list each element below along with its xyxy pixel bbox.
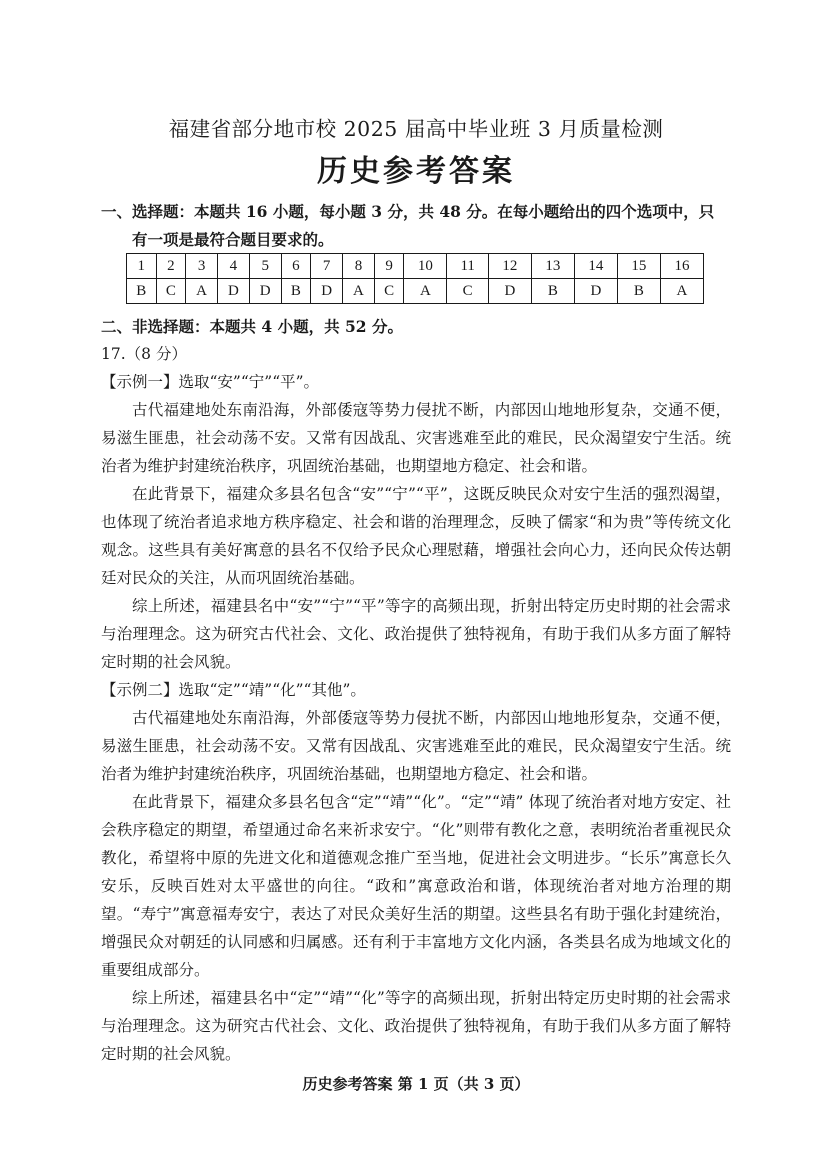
- example1-paragraph-2: 在此背景下，福建众多县名包含“安”“宁”“平”，这既反映民众对安宁生活的强烈渴望，也体现了统治者追求地方秩序稳定、社会和谐的治理理念，反映了儒家“和为贵”等传统文化观念。这些具有美好寓意的县名不仅给予民众心理慰藉，增强社会向心力，还向民众传达朝廷对民众的关注，从而巩固统治基础。: [101, 485, 731, 587]
- answer-cell: B: [531, 279, 574, 304]
- example2-label: 【示例二】选取“定”“靖”“化”“其他”。: [101, 681, 366, 699]
- section2-heading: 二、非选择题：本题共 4 小题，共 52 分。: [101, 317, 403, 336]
- answer-cell: B: [617, 279, 660, 304]
- answer-table: [126, 253, 704, 304]
- question-number-cell: 1: [127, 254, 157, 279]
- page-title: 历史参考答案: [317, 154, 515, 189]
- example1-paragraph-1: 古代福建地处东南沿海，外部倭寇等势力侵扰不断，内部因山地地形复杂，交通不便，易滋生匪患，社会动荡不安。又常有因战乱、灾害逃难至此的难民，民众渴望安宁生活。统治者为维护封建统治秩序，巩固统治基础，也期望地方稳定、社会和谐。: [101, 401, 731, 475]
- question-number-row: [127, 254, 704, 279]
- example1-paragraph-3: 综上所述，福建县名中“安”“宁”“平”等字的高频出现，折射出特定历史时期的社会需求与治理理念。这为研究古代社会、文化、政治提供了独特视角，有助于我们从多方面了解特定时期的社会风貌。: [101, 597, 731, 671]
- answer-cell: C: [447, 279, 489, 304]
- question-17-label: 17.（8 分）: [101, 345, 187, 363]
- answer-cell: C: [374, 279, 404, 304]
- answer-cell: A: [660, 279, 703, 304]
- answer-cell: B: [281, 279, 311, 304]
- answer-cell: D: [249, 279, 281, 304]
- section1-heading-line1: 一、选择题：本题共 16 小题，每小题 3 分，共 48 分。在每小题给出的四个选项中，只: [101, 202, 715, 221]
- exam-subtitle: 福建省部分地市校 2025 届高中毕业班 3 月质量检测: [168, 117, 664, 141]
- question-number-cell: 12: [488, 254, 531, 279]
- section1-heading-line2: 有一项是最符合题目要求的。: [132, 230, 334, 249]
- question-number-cell: 5: [249, 254, 281, 279]
- question-number-cell: 13: [531, 254, 574, 279]
- answer-cell: A: [404, 279, 447, 304]
- example2-paragraph-3: 综上所述，福建县名中“定”“靖”“化”等字的高频出现，折射出特定历史时期的社会需求与治理理念。这为研究古代社会、文化、政治提供了独特视角，有助于我们从多方面了解特定时期的社会风貌。: [101, 989, 731, 1063]
- answer-cell: D: [488, 279, 531, 304]
- question-number-cell: 11: [447, 254, 489, 279]
- question-number-cell: 7: [311, 254, 343, 279]
- page-footer: 历史参考答案 第 1 页（共 3 页）: [302, 1075, 530, 1093]
- answer-cell: D: [574, 279, 617, 304]
- question-number-cell: 3: [186, 254, 218, 279]
- question-number-cell: 8: [343, 254, 375, 279]
- example2-paragraph-2: 在此背景下，福建众多县名包含“定”“靖”“化”。“定”“靖” 体现了统治者对地方安定、社会秩序稳定的期望，希望通过命名来祈求安宁。“化”则带有教化之意，表明统治者重视民众教化，希望将中原的先进文化和道德观念推广至当地，促进社会文明进步。“长乐”寓意长久安乐，反映百姓对太平盛世的向往。“政和”寓意政治和谐，体现统治者对地方治理的期望。“寿宁”寓意福寿安宁，表达了对民众美好生活的期望。这些县名有助于强化封建统治，增强民众对朝廷的认同感和归属感。还有利于丰富地方文化内涵，各类县名成为地域文化的重要组成部分。: [101, 793, 731, 979]
- answer-cell: D: [218, 279, 250, 304]
- example2-paragraph-1: 古代福建地处东南沿海，外部倭寇等势力侵扰不断，内部因山地地形复杂，交通不便，易滋生匪患，社会动荡不安。又常有因战乱、灾害逃难至此的难民，民众渴望安宁生活。统治者为维护封建统治秩序，巩固统治基础，也期望地方稳定、社会和谐。: [101, 709, 731, 783]
- answer-cell: A: [186, 279, 218, 304]
- answer-cell: B: [127, 279, 157, 304]
- question-number-cell: 2: [156, 254, 186, 279]
- question-number-cell: 4: [218, 254, 250, 279]
- example1-label: 【示例一】选取“安”“宁”“平”。: [101, 373, 320, 391]
- answer-cell: C: [156, 279, 186, 304]
- question-number-cell: 10: [404, 254, 447, 279]
- question-number-cell: 6: [281, 254, 311, 279]
- answer-row: [127, 279, 704, 304]
- question-number-cell: 15: [617, 254, 660, 279]
- question-number-cell: 9: [374, 254, 404, 279]
- answer-cell: D: [311, 279, 343, 304]
- question-number-cell: 14: [574, 254, 617, 279]
- answer-cell: A: [343, 279, 375, 304]
- question-number-cell: 16: [660, 254, 703, 279]
